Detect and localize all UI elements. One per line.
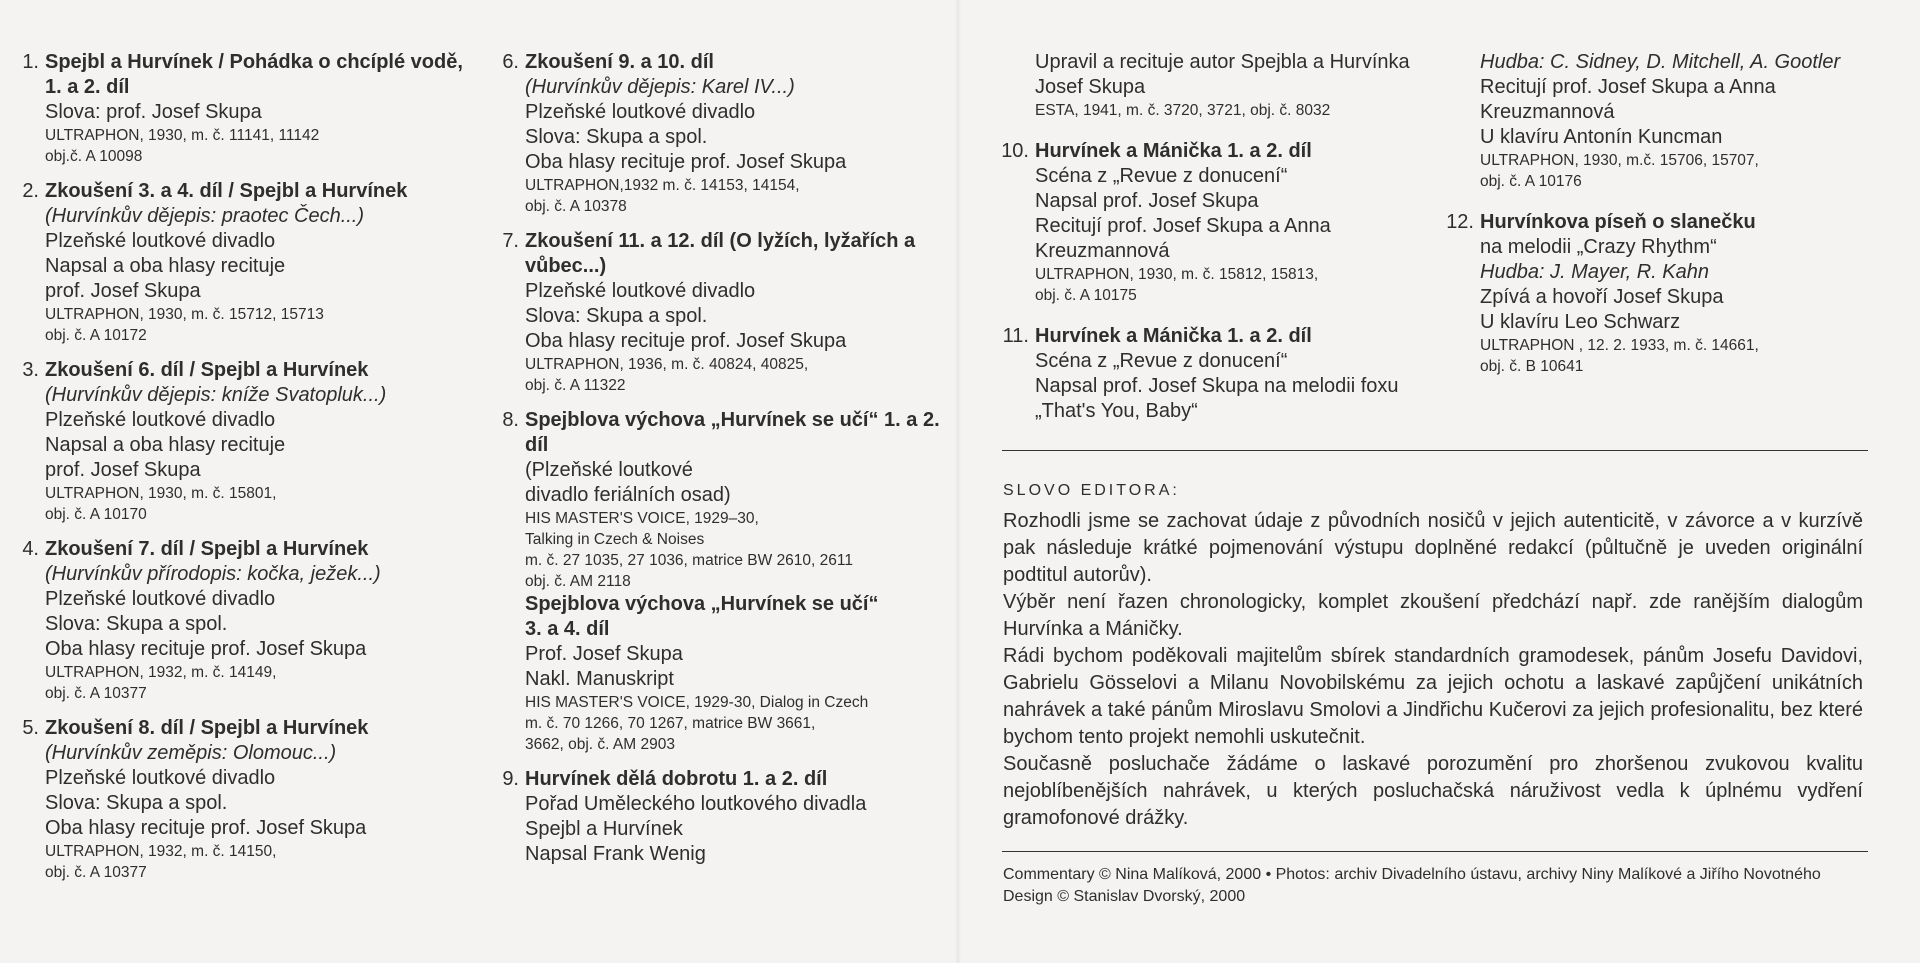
catalog-info: obj. č. A 10175 bbox=[1035, 287, 1137, 304]
track-title: Hurvínek a Mánička 1. a 2. díl bbox=[1035, 140, 1312, 162]
track-credit: divadlo feriálních osad) bbox=[525, 484, 731, 506]
track-credit: (Plzeňské loutkové bbox=[525, 459, 693, 481]
catalog-info: ULTRAPHON, 1932, m. č. 14150, bbox=[45, 843, 277, 860]
track-title: Zkoušení 7. díl / Spejbl a Hurvínek bbox=[45, 538, 369, 560]
track-column-1 bbox=[5, 50, 475, 895]
catalog-info: ESTA, 1941, m. č. 3720, 3721, obj. č. 8032 bbox=[1035, 102, 1331, 119]
track-credit: Plzeňské loutkové divadlo bbox=[45, 230, 276, 252]
catalog-info: HIS MASTER'S VOICE, 1929-30, Dialog in Czech bbox=[525, 694, 869, 711]
track-credit: Slova: Skupa a spol. bbox=[525, 305, 708, 327]
catalog-info: obj.č. A 10098 bbox=[45, 148, 143, 165]
track-entry bbox=[5, 537, 475, 704]
track-credit: Prof. Josef Skupa bbox=[525, 643, 683, 665]
track-credit: Recitují prof. Josef Skupa a Anna bbox=[1480, 76, 1776, 98]
track-title: Spejblova výchova „Hurvínek se učí“ bbox=[525, 593, 879, 615]
design-credit: Design © Stanislav Dvorský, 2000 bbox=[1003, 888, 1246, 905]
track-number: 8. bbox=[502, 409, 519, 431]
catalog-info: m. č. 27 1035, 27 1036, matrice BW 2610, 2611 bbox=[525, 552, 853, 569]
track-credit: Slova: Skupa a spol. bbox=[45, 792, 228, 814]
track-credit: Napsal prof. Josef Skupa na melodii foxu bbox=[1035, 375, 1399, 397]
track-credit: Plzeňské loutkové divadlo bbox=[45, 588, 276, 610]
track-entry bbox=[485, 408, 945, 755]
catalog-info: obj. č. B 10641 bbox=[1480, 358, 1584, 375]
track-number: 4. bbox=[22, 538, 39, 560]
catalog-info: obj. č. A 11322 bbox=[525, 377, 626, 394]
track-entry bbox=[995, 50, 1455, 121]
track-number: 12. bbox=[1446, 211, 1474, 233]
track-entry bbox=[5, 50, 475, 167]
track-credit: Napsal Frank Wenig bbox=[525, 843, 706, 865]
track-credit: Pořad Uměleckého loutkového divadla bbox=[525, 793, 867, 815]
track-entry bbox=[1440, 50, 1860, 192]
track-credit: Plzeňské loutkové divadlo bbox=[525, 280, 756, 302]
catalog-info: ULTRAPHON , 12. 2. 1933, m. č. 14661, bbox=[1480, 337, 1759, 354]
track-title: Hurvínkova píseň o slanečku bbox=[1480, 211, 1756, 233]
catalog-info: ULTRAPHON,1932 m. č. 14153, 14154, bbox=[525, 177, 800, 194]
catalog-info: ULTRAPHON, 1930, m. č. 15812, 15813, bbox=[1035, 266, 1319, 283]
track-credit: Scéna z „Revue z donucení“ bbox=[1035, 165, 1288, 187]
track-title: Hurvínek dělá dobrotu 1. a 2. díl bbox=[525, 768, 828, 790]
track-subtitle: (Hurvínkův dějepis: kníže Svatopluk...) bbox=[45, 384, 387, 406]
track-credit: Slova: Skupa a spol. bbox=[525, 126, 708, 148]
track-column-2 bbox=[485, 50, 945, 879]
track-title: 3. a 4. díl bbox=[525, 618, 610, 640]
catalog-info: obj. č. A 10172 bbox=[45, 327, 147, 344]
catalog-info: obj. č. A 10176 bbox=[1480, 173, 1582, 190]
track-subtitle: (Hurvínkův přírodopis: kočka, ježek...) bbox=[45, 563, 381, 585]
track-title: Zkoušení 11. a 12. díl (O lyžích, lyžařích a vůbec...) bbox=[525, 230, 916, 277]
track-credit: Slova: prof. Josef Skupa bbox=[45, 101, 262, 123]
catalog-info: obj. č. A 10377 bbox=[45, 685, 147, 702]
track-title: Hurvínek a Mánička 1. a 2. díl bbox=[1035, 325, 1312, 347]
track-number: 9. bbox=[502, 768, 519, 790]
track-credit: U klavíru Leo Schwarz bbox=[1480, 311, 1681, 333]
track-number: 10. bbox=[1001, 140, 1029, 162]
track-number: 5. bbox=[22, 717, 39, 739]
track-entry bbox=[5, 358, 475, 525]
catalog-info: ULTRAPHON, 1930, m. č. 15801, bbox=[45, 485, 277, 502]
divider-top bbox=[1002, 450, 1868, 451]
track-entry bbox=[5, 716, 475, 883]
credits-footer bbox=[1003, 864, 1883, 908]
track-entry bbox=[1440, 210, 1860, 377]
track-entry bbox=[5, 179, 475, 346]
track-credit: prof. Josef Skupa bbox=[45, 280, 201, 302]
track-title: Zkoušení 8. díl / Spejbl a Hurvínek bbox=[45, 717, 369, 739]
track-entry bbox=[485, 229, 945, 396]
track-subtitle: Hudba: J. Mayer, R. Kahn bbox=[1480, 261, 1710, 283]
catalog-info: obj. č. A 10378 bbox=[525, 198, 627, 215]
editor-paragraph: Rozhodli jsme se zachovat údaje z původních nosičů v jejich autenticitě, v závorce a v kurzívě pak následuje krátké pojmenování výstupu doplněné redakcí (půltučně je uveden originální podtitul autorův). bbox=[1003, 510, 1863, 586]
track-credit: Zpívá a hovoří Josef Skupa bbox=[1480, 286, 1724, 308]
catalog-info: HIS MASTER'S VOICE, 1929–30, bbox=[525, 510, 759, 527]
track-entry bbox=[995, 139, 1455, 306]
fold-crease bbox=[955, 0, 961, 963]
track-credit: Spejbl a Hurvínek bbox=[525, 818, 683, 840]
track-number: 11. bbox=[1002, 325, 1029, 347]
track-subtitle: (Hurvínkův zeměpis: Olomouc...) bbox=[45, 742, 337, 764]
track-credit: Kreuzmannová bbox=[1035, 240, 1170, 262]
track-title: Spejbl a Hurvínek / Pohádka o chcíplé vodě, 1. a 2. díl bbox=[45, 51, 463, 98]
track-number: 7. bbox=[502, 230, 519, 252]
editor-note bbox=[1003, 480, 1863, 832]
track-subtitle: (Hurvínkův dějepis: praotec Čech...) bbox=[45, 205, 365, 227]
track-entry bbox=[485, 767, 945, 867]
catalog-info: obj. č. A 10170 bbox=[45, 506, 147, 523]
track-credit: Napsal a oba hlasy recituje bbox=[45, 255, 286, 277]
track-credit: „That's You, Baby“ bbox=[1035, 400, 1198, 422]
catalog-info: m. č. 70 1266, 70 1267, matrice BW 3661, bbox=[525, 715, 816, 732]
track-credit: Oba hlasy recituje prof. Josef Skupa bbox=[45, 817, 367, 839]
track-entry bbox=[995, 324, 1455, 424]
track-credit: Oba hlasy recituje prof. Josef Skupa bbox=[45, 638, 367, 660]
catalog-info: obj. č. A 10377 bbox=[45, 864, 147, 881]
catalog-info: ULTRAPHON, 1930, m. č. 15712, 15713 bbox=[45, 306, 324, 323]
track-credit: Plzeňské loutkové divadlo bbox=[45, 767, 276, 789]
catalog-info: ULTRAPHON, 1936, m. č. 40824, 40825, bbox=[525, 356, 809, 373]
track-credit: Josef Skupa bbox=[1035, 76, 1146, 98]
catalog-info: obj. č. AM 2118 bbox=[525, 573, 631, 590]
track-credit: Recitují prof. Josef Skupa a Anna bbox=[1035, 215, 1331, 237]
track-credit: U klavíru Antonín Kuncman bbox=[1480, 126, 1723, 148]
track-credit: Slova: Skupa a spol. bbox=[45, 613, 228, 635]
track-number: 2. bbox=[22, 180, 39, 202]
catalog-info: Talking in Czech & Noises bbox=[525, 531, 705, 548]
track-subtitle: Hudba: C. Sidney, D. Mitchell, A. Gootler bbox=[1480, 51, 1841, 73]
track-title: Zkoušení 6. díl / Spejbl a Hurvínek bbox=[45, 359, 369, 381]
editor-paragraph: Současně posluchače žádáme o laskavé porozumění pro zhoršenou zvukovou kvalitu nejoblíbenějších nahrávek, u kterých posluchačská náruživost vedla k úplnému vydření gramofonové drážky. bbox=[1003, 753, 1863, 829]
track-subtitle: (Hurvínkův dějepis: Karel IV...) bbox=[525, 76, 795, 98]
track-credit: na melodii „Crazy Rhythm“ bbox=[1480, 236, 1717, 258]
track-entry bbox=[485, 50, 945, 217]
track-credit: prof. Josef Skupa bbox=[45, 459, 201, 481]
track-credit: Kreuzmannová bbox=[1480, 101, 1615, 123]
divider-bottom bbox=[1002, 851, 1868, 852]
track-credit: Nakl. Manuskript bbox=[525, 668, 674, 690]
track-title: Zkoušení 3. a 4. díl / Spejbl a Hurvínek bbox=[45, 180, 408, 202]
track-credit: Oba hlasy recituje prof. Josef Skupa bbox=[525, 330, 847, 352]
editor-paragraph: Rádi bychom poděkovali majitelům sbírek standardních gramodesek, pánům Josefu Davidovi, Gabrielu Gösselovi a Milanu Novobilskému za jejich ochotu a laskavé zapůjčení unikátních nahrávek a také pánům Miroslavu Smolovi a Jindřichu Kučerovi za jejich profesionalitu, bez které bychom tento projekt nemohli uskutečnit. bbox=[1003, 645, 1863, 748]
track-number: 3. bbox=[22, 359, 39, 381]
catalog-info: ULTRAPHON, 1930, m.č. 15706, 15707, bbox=[1480, 152, 1759, 169]
catalog-info: 3662, obj. č. AM 2903 bbox=[525, 736, 675, 753]
track-title: Spejblova výchova „Hurvínek se učí“ 1. a 2. díl bbox=[525, 409, 940, 456]
catalog-info: ULTRAPHON, 1930, m. č. 11141, 11142 bbox=[45, 127, 320, 144]
track-column-3 bbox=[995, 50, 1455, 436]
track-number: 1. bbox=[22, 51, 39, 73]
track-title: Zkoušení 9. a 10. díl bbox=[525, 51, 714, 73]
catalog-info: ULTRAPHON, 1932, m. č. 14149, bbox=[45, 664, 277, 681]
track-credit: Oba hlasy recituje prof. Josef Skupa bbox=[525, 151, 847, 173]
track-column-4 bbox=[1440, 50, 1860, 389]
track-credit: Plzeňské loutkové divadlo bbox=[45, 409, 276, 431]
editor-paragraph: Výběr není řazen chronologicky, komplet zkoušení předchází např. zde ranějším dialogům Hurvínka a Máničky. bbox=[1003, 591, 1863, 640]
track-credit: Scéna z „Revue z donucení“ bbox=[1035, 350, 1288, 372]
track-number: 6. bbox=[502, 51, 519, 73]
editor-heading: SLOVO EDITORA: bbox=[1003, 482, 1180, 499]
credits-line: Commentary © Nina Malíková, 2000 • Photos: archiv Divadelního ústavu, archivy Niny Malíkové a Jiřího Novotného bbox=[1003, 866, 1821, 883]
track-credit: Upravil a recituje autor Spejbla a Hurvínka bbox=[1035, 51, 1410, 73]
track-credit: Plzeňské loutkové divadlo bbox=[525, 101, 756, 123]
track-credit: Napsal a oba hlasy recituje bbox=[45, 434, 286, 456]
track-credit: Napsal prof. Josef Skupa bbox=[1035, 190, 1259, 212]
